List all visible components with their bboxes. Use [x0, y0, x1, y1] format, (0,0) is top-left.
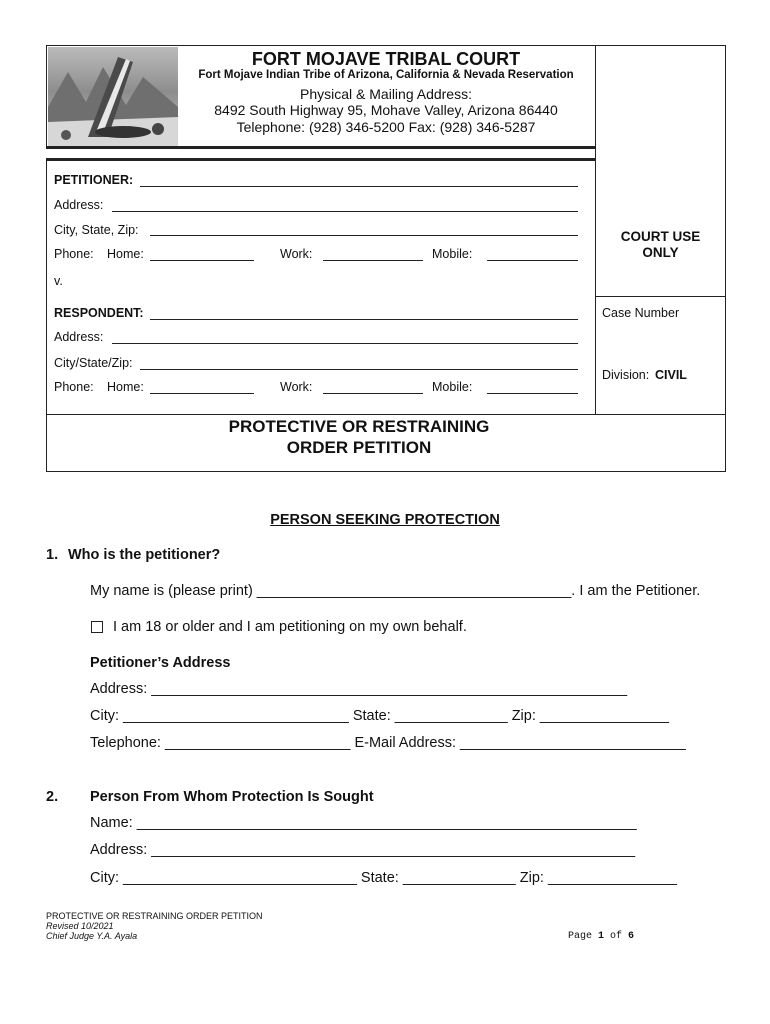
footer-form-name: PROTECTIVE OR RESTRAINING ORDER PETITION	[46, 911, 263, 921]
versus-label: v.	[54, 274, 63, 288]
page-of: of	[604, 931, 629, 942]
petitioner-full-phone-line[interactable]: Telephone: _______________________ E-Mail Address: ____________________________	[90, 735, 686, 751]
q2-title: Person From Whom Protection Is Sought	[90, 789, 374, 805]
title-line1: PROTECTIVE OR RESTRAINING	[228, 417, 490, 436]
page-number: 1	[598, 931, 605, 942]
petitioner-name-field[interactable]	[140, 186, 578, 187]
petitioner-mobile-field[interactable]	[487, 260, 578, 261]
address-label: Physical & Mailing Address:	[300, 86, 472, 102]
respondent-mobile-field[interactable]	[487, 393, 578, 394]
petitioner-mobile-label: Mobile:	[432, 247, 473, 261]
page-prefix: Page	[568, 931, 599, 942]
tribal-logo	[48, 47, 178, 147]
petitioner-work-label: Work:	[280, 247, 313, 261]
q1-title: Who is the petitioner?	[68, 547, 221, 563]
petitioner-name-line[interactable]: My name is (please print) _______________________________________. I am the Petitioner.	[90, 583, 701, 599]
respondent-full-city-line[interactable]: City: _____________________________ State: ______________ Zip: ________________	[90, 870, 677, 886]
petitioner-address-heading: Petitioner’s Address	[90, 655, 231, 671]
address-line: 8492 South Highway 95, Mohave Valley, Arizona 86440	[214, 102, 558, 118]
petitioner-phone-label: Phone:	[54, 247, 94, 261]
division-label: Division:	[602, 368, 650, 382]
footer-page	[568, 931, 634, 942]
q2-number: 2.	[46, 789, 59, 805]
phone-line: Telephone: (928) 346-5200 Fax: (928) 346-5287	[236, 119, 536, 135]
age-checkbox[interactable]	[91, 621, 103, 633]
petitioner-full-address-line[interactable]: Address: ___________________________________________________________	[90, 681, 628, 697]
age-checkbox-label: I am 18 or older and I am petitioning on my own behalf.	[113, 619, 467, 635]
title-line2: ORDER PETITION	[286, 438, 432, 457]
petitioner-address-label: Address:	[54, 198, 104, 212]
respondent-full-name-line[interactable]: Name: ______________________________________________________________	[90, 815, 637, 831]
court-use-line2: ONLY	[642, 245, 679, 260]
respondent-home-label: Home:	[107, 380, 144, 394]
page-total: 6	[628, 931, 635, 942]
petitioner-address-field[interactable]	[112, 211, 578, 212]
petitioner-city-field[interactable]	[150, 235, 578, 236]
court-name: FORT MOJAVE TRIBAL COURT	[251, 49, 521, 69]
respondent-address-label: Address:	[54, 330, 104, 344]
section-heading: PERSON SEEKING PROTECTION	[270, 512, 500, 528]
header-double-rule	[46, 146, 595, 160]
petitioner-home-field[interactable]	[150, 260, 254, 261]
caption-box	[46, 160, 596, 415]
case-number-label: Case Number	[602, 306, 680, 320]
footer-judge: Chief Judge Y.A. Ayala	[46, 931, 138, 941]
court-use-divider	[595, 296, 726, 297]
petitioner-city-label: City, State, Zip:	[54, 223, 139, 237]
respondent-name-field[interactable]	[150, 319, 578, 320]
respondent-work-label: Work:	[280, 380, 313, 394]
respondent-phone-label: Phone:	[54, 380, 94, 394]
petitioner-label: PETITIONER:	[54, 173, 134, 187]
footer-revised: Revised 10/2021	[46, 921, 114, 931]
respondent-home-field[interactable]	[150, 393, 254, 394]
petitioner-work-field[interactable]	[323, 260, 423, 261]
petitioner-home-label: Home:	[107, 247, 144, 261]
respondent-full-address-line[interactable]: Address: ____________________________________________________________	[90, 842, 636, 858]
respondent-city-field[interactable]	[140, 369, 578, 370]
respondent-label: RESPONDENT:	[54, 306, 144, 320]
respondent-city-label: City/State/Zip:	[54, 356, 133, 370]
tribe-line: Fort Mojave Indian Tribe of Arizona, California & Nevada Reservation	[198, 69, 574, 81]
respondent-mobile-label: Mobile:	[432, 380, 473, 394]
q1-number: 1.	[46, 547, 59, 563]
petitioner-full-city-line[interactable]: City: ____________________________ State: ______________ Zip: ________________	[90, 708, 669, 724]
respondent-address-field[interactable]	[112, 343, 578, 344]
division-value: CIVIL	[655, 368, 687, 382]
respondent-work-field[interactable]	[323, 393, 423, 394]
court-use-line1: COURT USE	[620, 229, 701, 244]
